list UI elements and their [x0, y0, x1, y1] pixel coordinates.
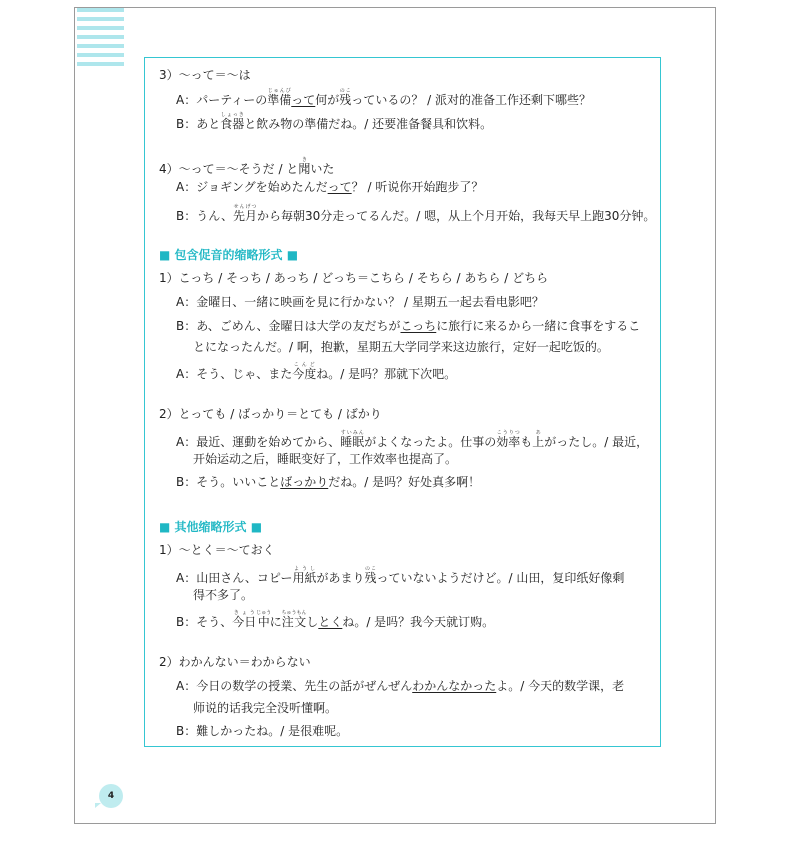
- section-4-line-a: A：ジョギングを始めたんだって？ / 听说你开始跑步了？: [176, 180, 484, 194]
- section-c1-line-a: A：山田さん、コピー用紙ようしがあまり残のこっていないようだけど。/ 山田，复印纸好像剩: [176, 566, 625, 585]
- section-b1-title: 1）こっち / そっち / あっち / どっち＝こちら / そちら / あちら / どちら: [159, 271, 549, 285]
- section-3-line-a: A：パーティーの準備じゅんびって何が残のこっているの？ / 派对的准备工作还剩下哪些？: [176, 88, 591, 107]
- section-b1-line-a: A：金曜日、一緒に映画を見に行かない？ / 星期五一起去看电影吧？: [176, 295, 544, 309]
- section-c1-line-b: B：そう、今日きょう中じゅうに注文ちゅうもんしとくね。/ 是吗？我今天就订购。: [176, 610, 495, 629]
- section-3-line-b: B：あと食器しょっきと飲み物の準備だね。/ 还要准备餐具和饮料。: [176, 112, 493, 131]
- page-number-badge-tail: [95, 803, 101, 808]
- section-c2-line-b: B：難しかったね。/ 是很难呢。: [176, 724, 349, 738]
- section-c2-line-a: A：今日の数学の授業、先生の話がぜんぜんわかんなかったよ。/ 今天的数学课，老: [176, 679, 625, 693]
- section-b2-title: 2）とっても / ばっかり＝とても / ばかり: [159, 407, 382, 421]
- section-c1-line-a-cont: 得不多了。: [193, 588, 254, 602]
- section-b2-line-a: A：最近、運動を始めてから、睡眠すいみんがよくなったよ。仕事の効率こうりつも上あがったし。/ 最近，: [176, 430, 649, 449]
- page-number: 4: [99, 784, 123, 808]
- section-4-title: 4）～って＝～そうだ / と聞きいた: [159, 157, 335, 176]
- section-b2-line-b: B：そう。いいことばっかりだね。/ 是吗？好处真多啊！: [176, 475, 481, 489]
- section-c2-line-a-cont: 师说的话我完全没听懂啊。: [193, 701, 338, 715]
- section-b2-line-a-cont: 开始运动之后，睡眠变好了，工作效率也提高了。: [193, 452, 458, 466]
- section-heading-other: ■ 其他缩略形式 ■: [159, 520, 263, 534]
- section-3-title: 3）～って＝～は: [159, 68, 251, 82]
- section-b1-line-a2: A：そう、じゃ、また今度こんどね。/ 是吗？那就下次吧。: [176, 362, 457, 381]
- section-c2-title: 2）わかんない＝わからない: [159, 655, 311, 669]
- section-heading-sokuon: ■ 包含促音的缩略形式 ■: [159, 248, 299, 262]
- section-b1-line-b-cont: とになったんだ。/ 啊，抱歉，星期五大学同学来这边旅行，定好一起吃饭的。: [193, 340, 609, 354]
- section-b1-line-b: B：あ、ごめん、金曜日は大学の友だちがこっちに旅行に来るから一緒に食事をするこ: [176, 319, 641, 333]
- section-4-line-b: B：うん、先月せんげつから毎朝30分走ってるんだ。/ 嗯，从上个月开始，我每天早上跑30分钟。: [176, 204, 656, 223]
- section-c1-title: 1）～とく＝～ておく: [159, 543, 275, 557]
- decorative-stripes: [77, 8, 124, 68]
